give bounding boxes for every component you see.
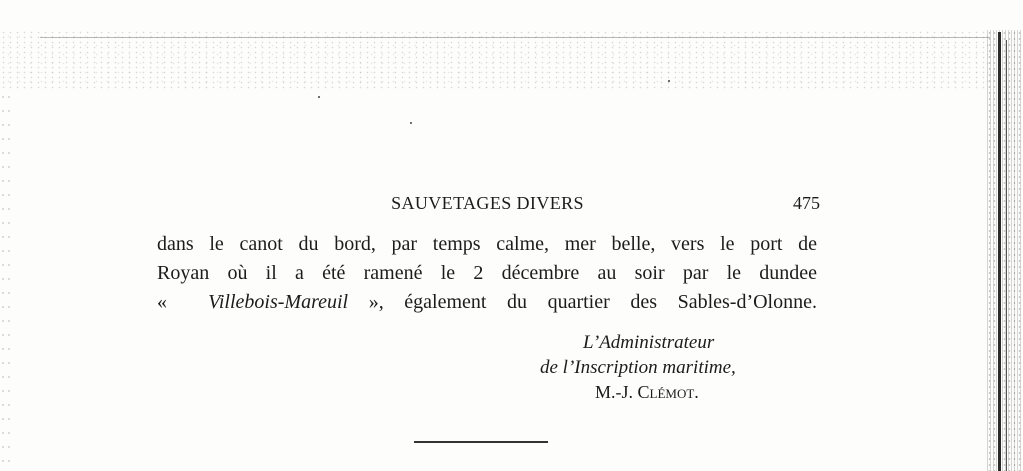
scan-noise <box>0 30 990 90</box>
page-edge-line <box>1006 40 1007 471</box>
page-number: 475 <box>793 193 820 213</box>
signature-name: M.-J. Clémot. <box>595 382 699 402</box>
text-line: dans le canot du bord, par temps calme, mer belle, vers le port de <box>157 233 817 255</box>
ship-name: Villebois-Mareuil <box>208 291 349 313</box>
speck <box>318 96 320 98</box>
speck <box>410 122 412 124</box>
running-head <box>155 193 820 217</box>
text-line: Royan où il a été ramené le 2 décembre au soir par le dundee <box>157 262 817 284</box>
signature-subtitle: de l’Inscription maritime, <box>540 357 736 378</box>
signature-title: L’Administrateur <box>583 332 715 353</box>
page-edge-shadow <box>998 32 1001 471</box>
page-edge <box>987 30 1023 471</box>
body-paragraph <box>157 230 817 317</box>
text-rest: », également du quartier des Sables-d’Olonne. <box>368 291 817 313</box>
speck <box>668 80 670 82</box>
running-title: SAUVETAGES DIVERS <box>391 193 584 213</box>
signature-block <box>520 330 820 405</box>
section-end-rule <box>414 441 548 443</box>
scan-noise-left <box>0 90 12 470</box>
text-line <box>157 288 817 317</box>
open-quote: « <box>157 291 167 313</box>
page-top-edge <box>40 37 990 38</box>
